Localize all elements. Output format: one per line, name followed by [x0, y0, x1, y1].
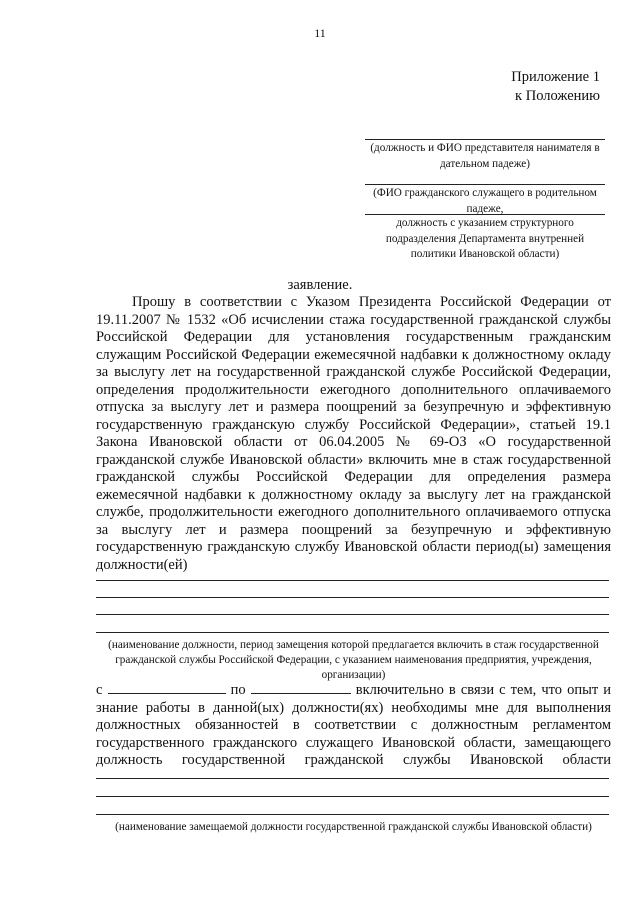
employee-position-fill-line[interactable] — [365, 214, 605, 215]
page-number: 11 — [314, 26, 326, 40]
employee-caption-1: (ФИО гражданского служащего в родительном падеже, — [373, 187, 597, 215]
held-position-fill-line-2[interactable] — [96, 796, 609, 797]
position-fill-line-1[interactable] — [96, 580, 609, 581]
application-body — [96, 294, 611, 574]
employee-fill-line[interactable] — [365, 184, 605, 185]
appendix-line-2: к Положению — [515, 88, 600, 104]
employer-fill-line[interactable] — [365, 139, 605, 140]
period-to-blank[interactable] — [251, 680, 351, 694]
held-position-fill-line-3[interactable] — [96, 814, 609, 815]
held-position-fill-line-1[interactable] — [96, 778, 609, 779]
position-fill-line-4[interactable] — [96, 632, 609, 633]
period-from-label: с — [96, 682, 103, 698]
position-fill-line-3[interactable] — [96, 614, 609, 615]
held-position-note: (наименование замещаемой должности государственной гражданской службы Ивановской области) — [115, 821, 592, 833]
period-from-blank[interactable] — [108, 680, 226, 694]
position-fill-line-2[interactable] — [96, 597, 609, 598]
appendix-line-1: Приложение 1 — [511, 69, 600, 85]
appendix-label — [511, 68, 600, 106]
employee-caption-2: должность с указанием структурного подразделения Департамента внутренней политики Ивановской области) — [385, 217, 585, 260]
document-title: заявление. — [287, 277, 353, 293]
position-note: (наименование должности, период замещения которой предлагается включить в стаж государственной гражданской службы Российской Федерации, с указанием наименования предприятия, учреждения, организации) — [108, 639, 599, 681]
period-to-label: по — [230, 682, 246, 698]
period-rest: включительно в связи с тем, что опыт и знание работы в данной(ых) должности(ях) необходимы мне для выполнения должностных обязанностей в соответствии с должностным регламентом государственного гражданского служащего Ивановской области, замещающего должность государственной гражданской службы Ивановской области — [96, 682, 612, 768]
body-paragraph: Прошу в соответствии с Указом Президента Российской Федерации от 19.11.2007 № 1532 «Об исчислении стажа государственной гражданской службы Российской Федерации для установления государственным гражданским служащим Российской Федерации ежемесячной надбавки к должностному окладу за выслугу лет на государственной гражданской службе Российской Федерации, определения продолжительности ежегодного дополнительного оплачиваемого отпуска за выслугу лет и размера поощрений за безупречную и эффективную государственную гражданскую службу Российской Федерации», статьей 19.1 Закона Ивановской области от 06.04.2005 № 69-ОЗ «О государственной гражданской службе Ивановской области» включить мне в стаж государственной гражданской службы Российской Федерации для определения размера ежемесячной надбавки к должностному окладу за выслугу лет на гражданской службе, продолжительности ежегодного дополнительного оплачиваемого отпуска за выслугу лет и размера поощрений за безупречную и эффективную государственную гражданскую службу Ивановской области период(ы) замещения должности(ей) — [96, 294, 611, 573]
period-paragraph — [96, 680, 611, 770]
employer-caption: (должность и ФИО представителя нанимателя в дательном падеже) — [370, 142, 600, 170]
